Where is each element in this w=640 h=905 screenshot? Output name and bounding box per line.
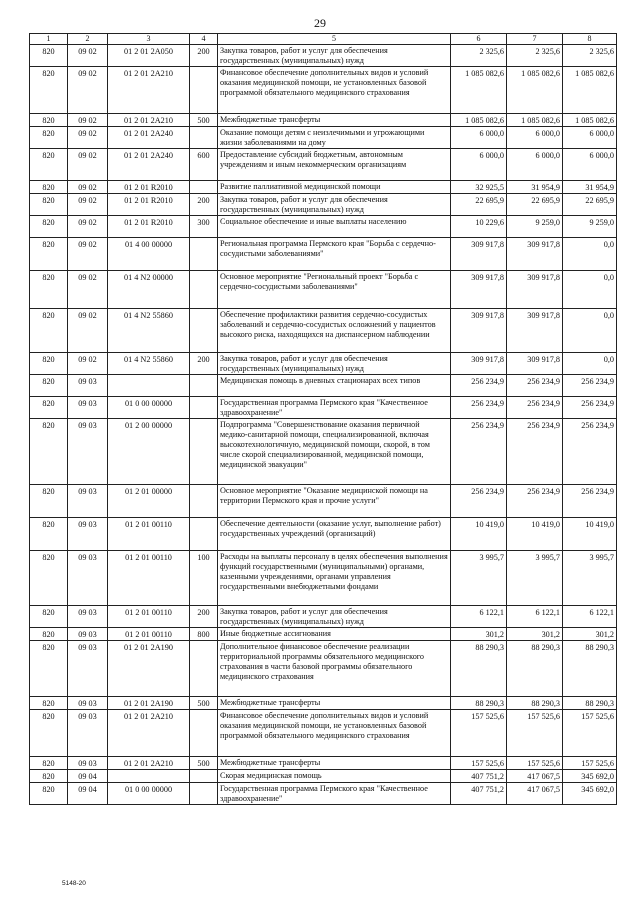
- cell-target-article: 01 2 01 2А050: [108, 45, 190, 67]
- cell-department: 820: [30, 216, 68, 238]
- cell-amount-col6: 10 419,0: [451, 518, 507, 551]
- cell-department: 820: [30, 375, 68, 397]
- cell-department: 820: [30, 518, 68, 551]
- cell-amount-col8: 3 995,7: [563, 551, 617, 606]
- table-row: [30, 710, 617, 757]
- cell-amount-col6: 157 525,6: [451, 757, 507, 770]
- cell-amount-col6: 256 234,9: [451, 397, 507, 419]
- table-row: [30, 485, 617, 518]
- table-row: [30, 419, 617, 485]
- cell-department: 820: [30, 628, 68, 641]
- cell-department: 820: [30, 770, 68, 783]
- table-row: [30, 271, 617, 309]
- cell-expense-type: [190, 770, 218, 783]
- cell-amount-col6: 309 917,8: [451, 353, 507, 375]
- table-body: [30, 45, 617, 805]
- cell-amount-col6: 88 290,3: [451, 641, 507, 697]
- cell-name: Медицинская помощь в дневных стационарах всех типов: [218, 375, 451, 397]
- cell-amount-col7: 88 290,3: [507, 641, 563, 697]
- cell-name: Межбюджетные трансферты: [218, 757, 451, 770]
- cell-expense-type: 500: [190, 697, 218, 710]
- table-header: [30, 34, 617, 45]
- cell-amount-col8: 157 525,6: [563, 757, 617, 770]
- cell-expense-type: [190, 397, 218, 419]
- cell-amount-col6: 10 229,6: [451, 216, 507, 238]
- cell-amount-col8: 345 692,0: [563, 783, 617, 805]
- cell-section: 09 02: [68, 127, 108, 149]
- cell-target-article: 01 2 01 R2010: [108, 194, 190, 216]
- cell-target-article: 01 2 01 2А190: [108, 641, 190, 697]
- cell-amount-col6: 256 234,9: [451, 485, 507, 518]
- cell-name: Межбюджетные трансферты: [218, 114, 451, 127]
- cell-amount-col7: 10 419,0: [507, 518, 563, 551]
- cell-target-article: 01 2 01 2А210: [108, 67, 190, 114]
- cell-target-article: 01 2 01 00110: [108, 551, 190, 606]
- table-row: [30, 606, 617, 628]
- cell-expense-type: [190, 783, 218, 805]
- cell-amount-col6: 32 925,5: [451, 181, 507, 194]
- cell-department: 820: [30, 114, 68, 127]
- cell-target-article: 01 0 00 00000: [108, 783, 190, 805]
- table-row: [30, 114, 617, 127]
- cell-name: Закупка товаров, работ и услуг для обеспечения государственных (муниципальных) нужд: [218, 194, 451, 216]
- cell-expense-type: 200: [190, 353, 218, 375]
- cell-amount-col7: 256 234,9: [507, 419, 563, 485]
- cell-expense-type: [190, 518, 218, 551]
- cell-name: Финансовое обеспечение дополнительных видов и условий оказания медицинской помощи, не установленных базовой программой обязательного медицинского страхования: [218, 67, 451, 114]
- cell-expense-type: 800: [190, 628, 218, 641]
- cell-department: 820: [30, 757, 68, 770]
- cell-department: 820: [30, 783, 68, 805]
- table-row: [30, 127, 617, 149]
- cell-name: Дополнительное финансовое обеспечение реализации территориальной программы обязательного медицинского страхования в части базовой программы обязательного медицинского страхования: [218, 641, 451, 697]
- cell-target-article: 01 2 01 2А240: [108, 149, 190, 181]
- cell-amount-col7: 256 234,9: [507, 485, 563, 518]
- cell-section: 09 02: [68, 67, 108, 114]
- table-row: [30, 194, 617, 216]
- cell-department: 820: [30, 194, 68, 216]
- cell-section: 09 02: [68, 238, 108, 271]
- cell-name: Предоставление субсидий бюджетным, автономным учреждениям и иным некоммерческим организациям: [218, 149, 451, 181]
- cell-name: Основное мероприятие "Региональный проект "Борьба с сердечно-сосудистыми заболеваниями": [218, 271, 451, 309]
- cell-target-article: 01 2 01 2А210: [108, 114, 190, 127]
- cell-department: 820: [30, 149, 68, 181]
- table-row: [30, 397, 617, 419]
- cell-section: 09 03: [68, 641, 108, 697]
- cell-amount-col7: 6 000,0: [507, 149, 563, 181]
- cell-amount-col6: 407 751,2: [451, 770, 507, 783]
- cell-expense-type: [190, 238, 218, 271]
- cell-expense-type: [190, 375, 218, 397]
- header-col-5: 5: [218, 34, 451, 45]
- cell-amount-col7: 309 917,8: [507, 271, 563, 309]
- cell-department: 820: [30, 45, 68, 67]
- cell-amount-col6: 22 695,9: [451, 194, 507, 216]
- cell-department: 820: [30, 397, 68, 419]
- table-row: [30, 770, 617, 783]
- cell-expense-type: [190, 67, 218, 114]
- cell-amount-col8: 10 419,0: [563, 518, 617, 551]
- cell-amount-col8: 256 234,9: [563, 397, 617, 419]
- cell-target-article: [108, 770, 190, 783]
- cell-expense-type: 500: [190, 114, 218, 127]
- cell-expense-type: [190, 309, 218, 353]
- cell-name: Закупка товаров, работ и услуг для обеспечения государственных (муниципальных) нужд: [218, 353, 451, 375]
- cell-amount-col7: 309 917,8: [507, 238, 563, 271]
- cell-section: 09 02: [68, 271, 108, 309]
- cell-target-article: 01 2 00 00000: [108, 419, 190, 485]
- cell-section: 09 03: [68, 419, 108, 485]
- cell-department: 820: [30, 485, 68, 518]
- cell-amount-col7: 6 122,1: [507, 606, 563, 628]
- cell-department: 820: [30, 419, 68, 485]
- table-row: [30, 149, 617, 181]
- header-col-1: 1: [30, 34, 68, 45]
- budget-table: [29, 33, 617, 805]
- cell-section: 09 03: [68, 697, 108, 710]
- cell-section: 09 02: [68, 45, 108, 67]
- cell-amount-col6: 309 917,8: [451, 238, 507, 271]
- table-row: [30, 783, 617, 805]
- page-number: 29: [314, 16, 326, 30]
- cell-amount-col6: 301,2: [451, 628, 507, 641]
- cell-name: Закупка товаров, работ и услуг для обеспечения государственных (муниципальных) нужд: [218, 606, 451, 628]
- cell-target-article: 01 4 00 00000: [108, 238, 190, 271]
- cell-name: Государственная программа Пермского края "Качественное здравоохранение": [218, 783, 451, 805]
- cell-expense-type: [190, 271, 218, 309]
- cell-department: 820: [30, 271, 68, 309]
- cell-amount-col6: 6 122,1: [451, 606, 507, 628]
- cell-target-article: 01 2 01 R2010: [108, 216, 190, 238]
- header-col-6: 6: [451, 34, 507, 45]
- cell-section: 09 03: [68, 551, 108, 606]
- cell-amount-col6: 1 085 082,6: [451, 67, 507, 114]
- header-col-2: 2: [68, 34, 108, 45]
- cell-amount-col7: 1 085 082,6: [507, 67, 563, 114]
- cell-section: 09 03: [68, 518, 108, 551]
- table-row: [30, 353, 617, 375]
- table-row: [30, 375, 617, 397]
- footer-code: 5148-20: [62, 880, 86, 887]
- cell-expense-type: 300: [190, 216, 218, 238]
- table-row: [30, 757, 617, 770]
- cell-name: Межбюджетные трансферты: [218, 697, 451, 710]
- cell-amount-col7: 309 917,8: [507, 309, 563, 353]
- cell-department: 820: [30, 127, 68, 149]
- cell-amount-col8: 0,0: [563, 353, 617, 375]
- cell-amount-col7: 3 995,7: [507, 551, 563, 606]
- cell-amount-col6: 6 000,0: [451, 149, 507, 181]
- cell-department: 820: [30, 697, 68, 710]
- cell-amount-col8: 22 695,9: [563, 194, 617, 216]
- cell-section: 09 02: [68, 216, 108, 238]
- cell-section: 09 04: [68, 770, 108, 783]
- cell-amount-col7: 309 917,8: [507, 353, 563, 375]
- cell-name: Социальное обеспечение и иные выплаты населению: [218, 216, 451, 238]
- cell-name: Иные бюджетные ассигнования: [218, 628, 451, 641]
- cell-amount-col8: 1 085 082,6: [563, 67, 617, 114]
- table-row: [30, 45, 617, 67]
- cell-name: Развитие паллиативной медицинской помощи: [218, 181, 451, 194]
- cell-section: 09 02: [68, 149, 108, 181]
- table-row: [30, 238, 617, 271]
- cell-amount-col6: 157 525,6: [451, 710, 507, 757]
- cell-target-article: 01 4 N2 55860: [108, 309, 190, 353]
- table-row: [30, 216, 617, 238]
- cell-amount-col7: 6 000,0: [507, 127, 563, 149]
- cell-section: 09 03: [68, 485, 108, 518]
- cell-section: 09 03: [68, 628, 108, 641]
- cell-department: 820: [30, 551, 68, 606]
- cell-target-article: 01 4 N2 00000: [108, 271, 190, 309]
- cell-amount-col7: 22 695,9: [507, 194, 563, 216]
- table-row: [30, 518, 617, 551]
- cell-amount-col6: 1 085 082,6: [451, 114, 507, 127]
- cell-amount-col8: 256 234,9: [563, 485, 617, 518]
- cell-name: Обеспечение деятельности (оказание услуг, выполнение работ) государственных учреждений (организаций): [218, 518, 451, 551]
- cell-expense-type: 200: [190, 606, 218, 628]
- cell-section: 09 04: [68, 783, 108, 805]
- cell-amount-col8: 1 085 082,6: [563, 114, 617, 127]
- table-row: [30, 628, 617, 641]
- cell-expense-type: [190, 641, 218, 697]
- cell-department: 820: [30, 710, 68, 757]
- cell-amount-col8: 9 259,0: [563, 216, 617, 238]
- cell-target-article: 01 2 01 00000: [108, 485, 190, 518]
- cell-department: 820: [30, 309, 68, 353]
- cell-amount-col7: 9 259,0: [507, 216, 563, 238]
- cell-expense-type: [190, 710, 218, 757]
- cell-target-article: 01 2 01 2А210: [108, 757, 190, 770]
- cell-amount-col6: 256 234,9: [451, 375, 507, 397]
- cell-name: Региональная программа Пермского края "Борьба с сердечно-сосудистыми заболеваниями": [218, 238, 451, 271]
- header-col-7: 7: [507, 34, 563, 45]
- cell-amount-col7: 301,2: [507, 628, 563, 641]
- cell-amount-col7: 417 067,5: [507, 770, 563, 783]
- cell-department: 820: [30, 238, 68, 271]
- cell-section: 09 02: [68, 353, 108, 375]
- header-col-8: 8: [563, 34, 617, 45]
- cell-name: Расходы на выплаты персоналу в целях обеспечения выполнения функций государственными (муниципальными) органами, казенными учреждениями, органами управления государственными внебюджетными фондами: [218, 551, 451, 606]
- cell-amount-col8: 157 525,6: [563, 710, 617, 757]
- cell-section: 09 02: [68, 309, 108, 353]
- cell-amount-col6: 309 917,8: [451, 271, 507, 309]
- cell-target-article: 01 4 N2 55860: [108, 353, 190, 375]
- cell-expense-type: [190, 485, 218, 518]
- cell-amount-col8: 0,0: [563, 238, 617, 271]
- cell-department: 820: [30, 353, 68, 375]
- cell-amount-col8: 88 290,3: [563, 697, 617, 710]
- cell-target-article: 01 2 01 2А210: [108, 710, 190, 757]
- cell-amount-col7: 256 234,9: [507, 375, 563, 397]
- cell-amount-col8: 88 290,3: [563, 641, 617, 697]
- cell-name: Оказание помощи детям с неизлечимыми и угрожающими жизни заболеваниями на дому: [218, 127, 451, 149]
- cell-amount-col8: 256 234,9: [563, 419, 617, 485]
- cell-amount-col8: 6 122,1: [563, 606, 617, 628]
- table-row: [30, 641, 617, 697]
- cell-name: Скорая медицинская помощь: [218, 770, 451, 783]
- cell-amount-col8: 345 692,0: [563, 770, 617, 783]
- cell-amount-col6: 309 917,8: [451, 309, 507, 353]
- cell-section: 09 03: [68, 757, 108, 770]
- cell-amount-col8: 0,0: [563, 271, 617, 309]
- header-row: [30, 34, 617, 45]
- cell-amount-col7: 157 525,6: [507, 710, 563, 757]
- table-row: [30, 697, 617, 710]
- cell-target-article: 01 2 01 00110: [108, 606, 190, 628]
- cell-amount-col8: 6 000,0: [563, 127, 617, 149]
- cell-target-article: 01 0 00 00000: [108, 397, 190, 419]
- cell-amount-col7: 1 085 082,6: [507, 114, 563, 127]
- table-row: [30, 181, 617, 194]
- cell-target-article: 01 2 01 00110: [108, 628, 190, 641]
- cell-amount-col7: 157 525,6: [507, 757, 563, 770]
- cell-amount-col7: 88 290,3: [507, 697, 563, 710]
- cell-amount-col6: 407 751,2: [451, 783, 507, 805]
- cell-amount-col8: 2 325,6: [563, 45, 617, 67]
- cell-target-article: 01 2 01 R2010: [108, 181, 190, 194]
- cell-expense-type: 500: [190, 757, 218, 770]
- table-row: [30, 67, 617, 114]
- table-row: [30, 309, 617, 353]
- cell-amount-col8: 0,0: [563, 309, 617, 353]
- cell-section: 09 03: [68, 397, 108, 419]
- cell-expense-type: 100: [190, 551, 218, 606]
- cell-department: 820: [30, 641, 68, 697]
- cell-amount-col6: 6 000,0: [451, 127, 507, 149]
- cell-expense-type: [190, 127, 218, 149]
- cell-amount-col6: 2 325,6: [451, 45, 507, 67]
- cell-target-article: 01 2 01 00110: [108, 518, 190, 551]
- cell-department: 820: [30, 606, 68, 628]
- cell-amount-col7: 417 067,5: [507, 783, 563, 805]
- cell-expense-type: 600: [190, 149, 218, 181]
- header-col-3: 3: [108, 34, 190, 45]
- cell-target-article: 01 2 01 2А240: [108, 127, 190, 149]
- cell-expense-type: [190, 419, 218, 485]
- cell-expense-type: [190, 181, 218, 194]
- cell-section: 09 02: [68, 181, 108, 194]
- cell-amount-col8: 301,2: [563, 628, 617, 641]
- cell-target-article: [108, 375, 190, 397]
- cell-name: Государственная программа Пермского края "Качественное здравоохранение": [218, 397, 451, 419]
- cell-amount-col8: 6 000,0: [563, 149, 617, 181]
- cell-expense-type: 200: [190, 194, 218, 216]
- cell-expense-type: 200: [190, 45, 218, 67]
- cell-amount-col7: 2 325,6: [507, 45, 563, 67]
- cell-name: Основное мероприятие "Оказание медицинской помощи на территории Пермского края и прочие услуги": [218, 485, 451, 518]
- cell-section: 09 03: [68, 606, 108, 628]
- cell-amount-col8: 31 954,9: [563, 181, 617, 194]
- header-col-4: 4: [190, 34, 218, 45]
- cell-section: 09 02: [68, 194, 108, 216]
- cell-name: Обеспечение профилактики развития сердечно-сосудистых заболеваний и сердечно-сосудистых осложнений у пациентов высокого риска, находящихся на диспансерном наблюдении: [218, 309, 451, 353]
- cell-name: Финансовое обеспечение дополнительных видов и условий оказания медицинской помощи, не установленных базовой программой обязательного медицинского страхования: [218, 710, 451, 757]
- cell-amount-col6: 256 234,9: [451, 419, 507, 485]
- cell-section: 09 03: [68, 710, 108, 757]
- cell-name: Подпрограмма "Совершенствование оказания первичной медико-санитарной помощи, специализированной, включая высокотехнологичную, медицинской помощи, скорой, в том числе скорой специализированной, медицинской помощи, медицинской эвакуации": [218, 419, 451, 485]
- table-row: [30, 551, 617, 606]
- cell-name: Закупка товаров, работ и услуг для обеспечения государственных (муниципальных) нужд: [218, 45, 451, 67]
- cell-department: 820: [30, 181, 68, 194]
- cell-amount-col7: 31 954,9: [507, 181, 563, 194]
- cell-section: 09 03: [68, 375, 108, 397]
- cell-amount-col6: 3 995,7: [451, 551, 507, 606]
- cell-target-article: 01 2 01 2А190: [108, 697, 190, 710]
- cell-amount-col7: 256 234,9: [507, 397, 563, 419]
- cell-amount-col6: 88 290,3: [451, 697, 507, 710]
- cell-section: 09 02: [68, 114, 108, 127]
- cell-amount-col8: 256 234,9: [563, 375, 617, 397]
- cell-department: 820: [30, 67, 68, 114]
